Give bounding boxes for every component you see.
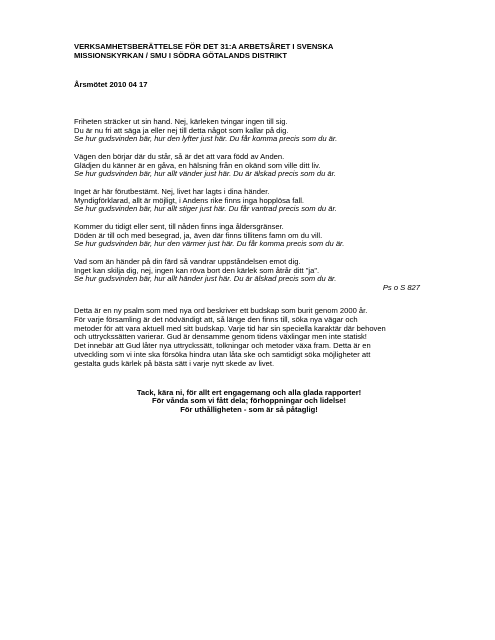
hymn-stanza	[74, 153, 424, 179]
stanza-refrain: Se hur gudsvinden bär, hur allt vänder just här. Du är älskad precis som du är.	[74, 169, 336, 179]
thanks-line: För uthålligheten - som är så påtaglig!	[180, 405, 318, 415]
paragraph-line: metoder för att vara aktuell med sitt budskap. Varje tid har sin speciella karaktär där behoven	[74, 323, 386, 333]
stanza-line: Kommer du tidigt eller sent, till nåden finns inga åldersgränser.	[74, 221, 284, 231]
thanks-line: För vånda som vi fått dela; förhoppningar och lidelse!	[151, 396, 347, 406]
stanza-line: Döden är till och med besegrad, ja, även där finns tillitens famn om du vill.	[74, 230, 323, 240]
paragraph-line: och uttryckssätten varierar. Gud är densamme genom tidens växlingar men inte statisk!	[74, 332, 367, 342]
meeting-date: Årsmötet 2010 04 17	[74, 80, 148, 89]
paragraph-line: utveckling som vi inte ska försöka hindra utan låta ske och samtidigt söka möjligheter att	[74, 349, 371, 359]
stanza-refrain: Se hur gudsvinden bär, hur allt stiger just här. Du får vantrad precis som du är.	[74, 204, 337, 214]
paragraph-line: För varje församling är det nödvändigt att, så länge den finns till, söka nya vägar och	[74, 314, 358, 324]
paragraph-line: Detta är en ny psalm som med nya ord beskriver ett budskap som burit genom 2000 år.	[74, 305, 368, 315]
hymn-source: Ps o S 827	[382, 283, 420, 293]
thanks-line: Tack, kära ni, för allt ert engagemang och alla glada rapporter!	[136, 387, 362, 397]
paragraph-line: gestalta guds kärlek på bästa sätt i varje nytt skede av livet.	[74, 358, 275, 368]
stanza-line: Glädjen du känner är en gåva, en hälsning från en okänd som ville ditt liv.	[74, 160, 321, 170]
stanza-line: Inget är här förutbestämt. Nej, livet har lagts i dina händer.	[74, 186, 270, 196]
heading-line: MISSIONSKYRKAN / SMU I SÖDRA GÖTALANDS DISTRIKT	[74, 51, 288, 60]
stanza-line: Inget kan skilja dig, nej, ingen kan röva bort den kärlek som åtrår ditt "ja".	[74, 265, 320, 275]
hymn-stanza	[74, 223, 424, 249]
document-page	[74, 42, 424, 415]
hymn-stanza	[74, 188, 424, 214]
stanza-line: Myndigförklarad, allt är möjligt, i Andens rike finns inga hopplösa fall.	[74, 195, 305, 205]
body-paragraph	[74, 307, 424, 369]
paragraph-line: Det innebär att Gud låter nya uttryckssätt, tolkningar och metoder växa fram. Detta är en	[74, 341, 371, 351]
stanza-refrain: Se hur gudsvinden bär, hur den värmer just här. Du får komma precis som du är.	[74, 239, 345, 249]
heading-line: VERKSAMHETSBERÄTTELSE FÖR DET 31:A ARBETSÅRET I SVENSKA	[74, 42, 334, 51]
stanza-refrain: Se hur gudsvinden bär, hur allt händer just här. Du är älskad precis som du är.	[74, 274, 337, 284]
stanza-line: Vägen den börjar där du står, så är det att vara född av Anden.	[74, 151, 285, 161]
stanza-refrain: Se hur gudsvinden bär, hur den lyfter just här. Du får komma precis som du är.	[74, 134, 338, 144]
hymn-stanza	[74, 118, 424, 144]
stanza-line: Friheten sträcker ut sin hand. Nej, kärleken tvingar ingen till sig.	[74, 116, 288, 126]
hymn-stanza	[74, 258, 424, 293]
stanza-line: Du är nu fri att säga ja eller nej till detta något som kallar på dig.	[74, 125, 289, 135]
document-heading	[74, 42, 424, 60]
closing-thanks	[74, 389, 424, 415]
stanza-line: Vad som än händer på din färd så vandrar uppståndelsen emot dig.	[74, 256, 301, 266]
hymn-text	[74, 118, 424, 293]
